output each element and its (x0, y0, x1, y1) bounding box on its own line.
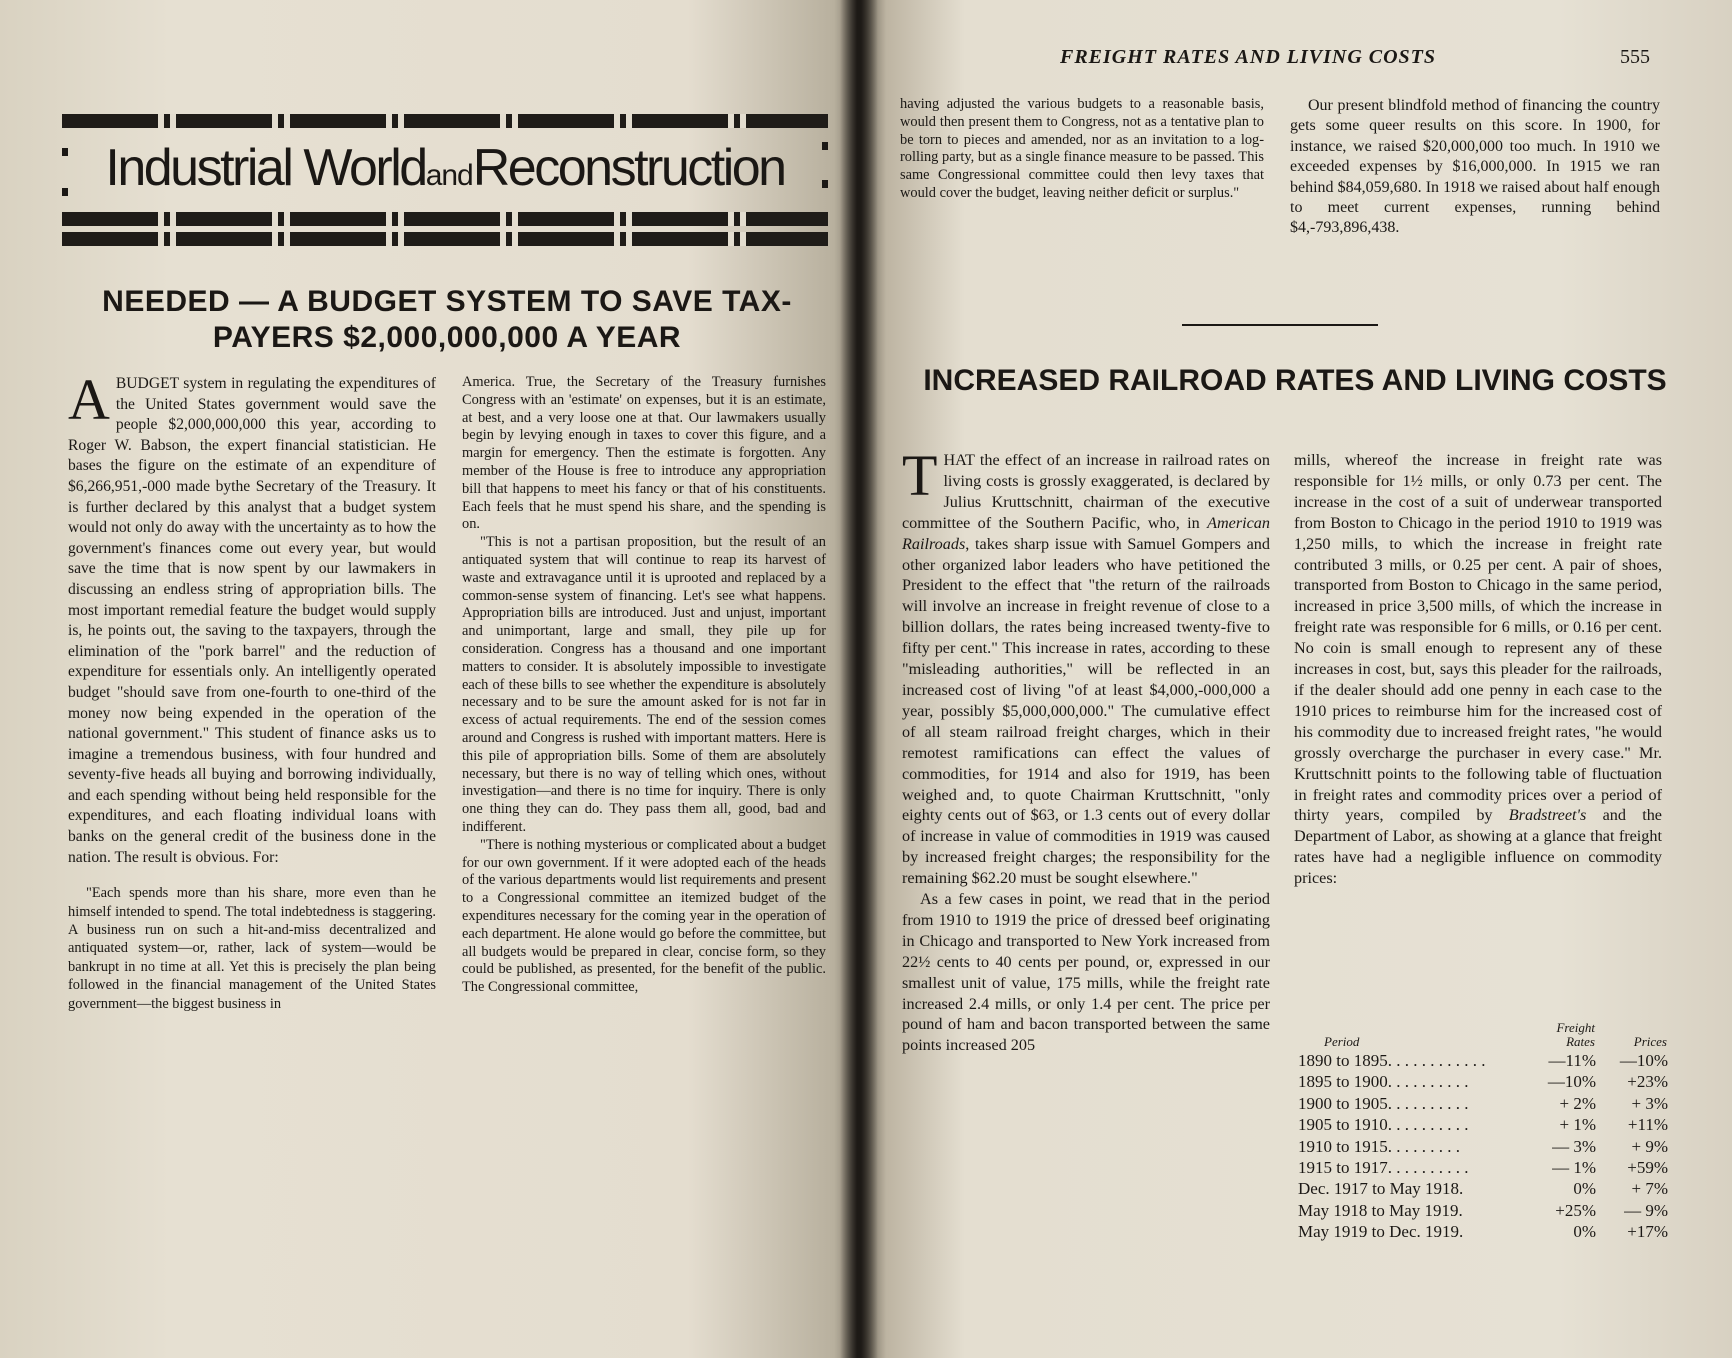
table-row (1298, 1200, 1668, 1221)
table-header-freight: Freight Rates (1556, 1020, 1595, 1049)
section-divider (1182, 324, 1378, 326)
table-cell-prices: — 9% (1624, 1200, 1668, 1220)
table-cell-period: Dec. 1917 to May 1918. (1298, 1179, 1464, 1199)
table-cell-prices: + 9% (1631, 1136, 1668, 1156)
table-header-period: Period (1324, 1034, 1360, 1049)
table-cell-period: May 1918 to May 1919. (1298, 1200, 1463, 1220)
table-cell-period: May 1919 to Dec. 1919. (1298, 1222, 1464, 1242)
table-row (1298, 1178, 1668, 1199)
drop-cap: A (68, 367, 110, 432)
table-cell-freight: — 3% (1552, 1136, 1596, 1156)
table-row (1298, 1071, 1668, 1092)
drop-cap: T (902, 443, 938, 508)
article-column-1 (68, 367, 436, 1013)
paragraph: having adjusted the various budgets to a reasonable basis, would then present them to Congress, not as a tentative plan to be torn to pieces and amended, nor as an invitation to a log-rolling party, but as a single finance measure to be passed. This same Congressional committee could then levy taxes that would cover the budget, leaving neither deficit or surplus." (900, 96, 1264, 201)
table-cell-freight: 0% (1573, 1179, 1596, 1199)
paragraph: ABUDGET system in regulating the expenditures of the United States government would save the people $2,000,000,000 this year, according to Roger W. Babson, the expert financial statistician. He bases the figure on the estimate of an expenditure of $6,266,951,-000 made bythe Secretary of the Treasury. It is further declared by this analyst that a budget system would not only do away with the uncertainty as to how the government's finances come out every year, but would save the time that is now spent by our lawmakers in discussing an endless string of appropriation bills. The most important remedial feature the budget would supply is, he points out, the saving to the taxpayers, through the elimination of the "pork barrel" and the reduction of expenditure for essentials only. An intelligently operated budget "should save from one-fourth to one-third of the money now being expended in the operation of the national government." This student of finance asks us to imagine a tremendous business, with four hundred and seventy-five heads all buying and borrowing individually, and each spending without being held responsible for the expenditures, and each floating individual loans with banks on the general credit of the business done in the nation. The result is obvious. For: (68, 367, 436, 866)
table-cell-prices: +59% (1627, 1158, 1668, 1178)
paragraph: "Each spends more than his share, more even than he himself intended to spend. The total indebtedness is staggering. A business run on such a hit-and-miss decentralized and antiquated system—or, rather, lack of system—would be bankrupt in no time at all. Yet this is precisely the plan being followed in the financial management of the United States government—the biggest business in (68, 885, 436, 1012)
table-cell-freight: —11% (1548, 1051, 1596, 1070)
banner-bottom-rule (62, 232, 828, 246)
table-cell-prices: +17% (1627, 1222, 1668, 1242)
table-cell-prices: + 7% (1631, 1179, 1668, 1199)
article-column-1 (902, 443, 1270, 1056)
section-banner (62, 108, 828, 258)
table-row (1298, 1093, 1668, 1114)
table-cell-period: 1890 to 1895. . . . . . . . . . . . (1298, 1051, 1486, 1070)
continued-column-2 (1290, 96, 1660, 239)
table-cell-freight: — 1% (1552, 1158, 1596, 1178)
table-cell-freight: + 1% (1559, 1115, 1596, 1135)
table-cell-prices: +23% (1627, 1072, 1668, 1092)
table-cell-freight: +25% (1555, 1200, 1596, 1220)
section-title-part: Industrial World (105, 139, 426, 197)
table-cell-prices: +11% (1627, 1115, 1668, 1135)
table-cell-period: 1910 to 1915. . . . . . . . . (1298, 1136, 1460, 1156)
article-headline: NEEDED — A BUDGET SYSTEM TO SAVE TAX-PAYERS $2,000,000,000 A YEAR (102, 285, 792, 354)
paragraph: mills, whereof the increase in freight rate was responsible for 1½ mills, or only 0.73 per cent. The increase in the cost of a suit of underwear transported from Boston to Chicago in the period 1910 to 1919 was 1,250 mills, to which the increase in freight rate contributed 3 mills, or 0.25 per cent. A pair of shoes, transported from Boston to Chicago in the same period, increased in price 3,500 mills, of which the increase in freight rate was responsible for 6 mills, or 0.16 per cent. No coin is small enough to represent any of these increases in cost, but, says this pleader for the railroads, if the dealer should add one penny in each case to the 1910 prices to reimburse him for the increased cost of his commodity due to increased freight rates, "he would grossly overcharge the purchaser in every case." Mr. Kruttschnitt points to the following table of fluctuation in freight rates and commodity prices over a period of thirty years, compiled by Bradstreet's and the Department of Labor, as showing at a glance that freight rates have had a negligible influence on commodity prices: (1294, 451, 1662, 888)
table-cell-freight: + 2% (1559, 1093, 1596, 1113)
article-column-2 (1294, 450, 1662, 889)
left-page (0, 0, 860, 1358)
section-title-part: Reconstruction (472, 139, 785, 197)
table-cell-period: 1905 to 1910. . . . . . . . . . (1298, 1115, 1469, 1135)
freight-price-table (1298, 1020, 1668, 1243)
article-column-2 (462, 374, 826, 997)
banner-bottom-rule (62, 212, 828, 226)
article-headline: INCREASED RAILROAD RATES AND LIVING COSTS (923, 364, 1667, 397)
paragraph: "This is not a partisan proposition, but the result of an antiquated system that will continue to reap its harvest of waste and extravagance until it is uprooted and replaced by a common-sense system of financing. Let's see what happens. Appropriation bills are introduced. Just and unjust, important and unimportant, large and small, they pile up for consideration. Congress has a thousand and one important matters to consider. It is absolutely impossible to investigate each of these bills to see whether the expenditure is absolutely necessary and to be sure the amount asked for is not far in excess of actual requirements. The end of the session comes around and Congress is rushed with important matters. Here is this pile of appropriation bills. Some of them are absolutely necessary, but there is no way of telling which ones, without investigation—and there is no time for inquiry. There is only one thing they can do. They pass them all, good, bad and indifferent. (462, 534, 826, 835)
table-row (1298, 1136, 1668, 1157)
table-row (1298, 1114, 1668, 1135)
continued-column-1 (900, 96, 1264, 203)
page-number: 555 (1620, 46, 1650, 68)
paragraph: America. True, the Secretary of the Treasury furnishes Congress with an 'estimate' on expenses, but it is an estimate, at best, and a very loose one at that. Our lawmakers usually begin by levying enough in taxes to cover this figure, and a margin for emergency. Then the estimate is forgotten. Any member of the House is free to introduce any appropriation bill that happens to meet his fancy or that of his constituents. Each feels that he must spend his share, and the spending is on. (462, 374, 826, 533)
running-title: FREIGHT RATES AND LIVING COSTS (1060, 46, 1437, 68)
paragraph: "There is nothing mysterious or complicated about a budget for our own government. If it were adopted each of the heads of the various departments would list requirements and present to a Congressional committee an itemized budget of the expenditures necessary for the coming year in the operation of each department. He alone would go before the committee, but all budgets would be prepared in clear, concise form, so they could be published, as presented, for the benefit of the public. The Congressional committee, (462, 836, 826, 996)
table-row (1298, 1157, 1668, 1178)
paragraph: THAT the effect of an increase in railroad rates on living costs is grossly exaggerated, is declared by Julius Kruttschnitt, chairman of the executive committee of the Southern Pacific, who, in American Railroads, takes sharp issue with Samuel Gompers and other organized labor leaders who have petitioned the President to the effect that "the return of the railroads will involve an increase in freight revenue of close to a billion dollars, the rates being increased twenty-five to fifty per cent." This increase in rates, according to these "misleading authorities," will be reflected in an increased cost of living "of at least $4,000,-000,000 a year, possibly $5,000,000,000." The cumulative effect of all steam railroad freight charges, which in their remotest ramifications can effect the values of commodities, for 1914 and also for 1919, has been weighed and, to quote Chairman Kruttschnitt, "only eighty cents out of $63, or 1.3 cents out of every dollar of increase in value of commodities in 1919 was caused by increased freight charges; the responsibility for the remaining $62.20 must be sought elsewhere." (902, 443, 1270, 888)
paragraph: As a few cases in point, we read that in the period from 1910 to 1919 the price of dressed beef originating in Chicago and transported to New York increased from 22½ cents to 40 cents per pound, or, expressed in our smallest unit of value, 175 mills, while the freight rate increased 2.4 mills, or only 1.4 per cent. The price per pound of ham and bacon transported between the same points increased 205 (902, 890, 1270, 1055)
table-cell-period: 1895 to 1900. . . . . . . . . . (1298, 1072, 1469, 1092)
section-title-part: and (425, 159, 473, 192)
table-cell-prices: —10% (1619, 1051, 1668, 1070)
table-header-prices: Prices (1633, 1034, 1667, 1049)
table-cell-period: 1915 to 1917. . . . . . . . . . (1298, 1158, 1469, 1178)
book-gutter (840, 0, 878, 1358)
table-row (1298, 1221, 1668, 1242)
table-row (1298, 1050, 1668, 1071)
table-cell-period: 1900 to 1905. . . . . . . . . . (1298, 1093, 1469, 1113)
section-title (62, 138, 828, 198)
table-cell-prices: + 3% (1631, 1093, 1668, 1113)
table-cell-freight: 0% (1573, 1222, 1596, 1242)
banner-top-rule (62, 114, 828, 128)
table-cell-freight: —10% (1547, 1072, 1596, 1092)
paragraph: Our present blindfold method of financing the country gets some queer results on this score. In 1900, for instance, we raised $20,000,000 too much. In 1910 we exceeded expenses by $16,000,000. In 1915 we ran behind $84,059,680. In 1918 we raised about half enough to meet current expenses, running behind $4,-793,896,438. (1290, 97, 1660, 237)
